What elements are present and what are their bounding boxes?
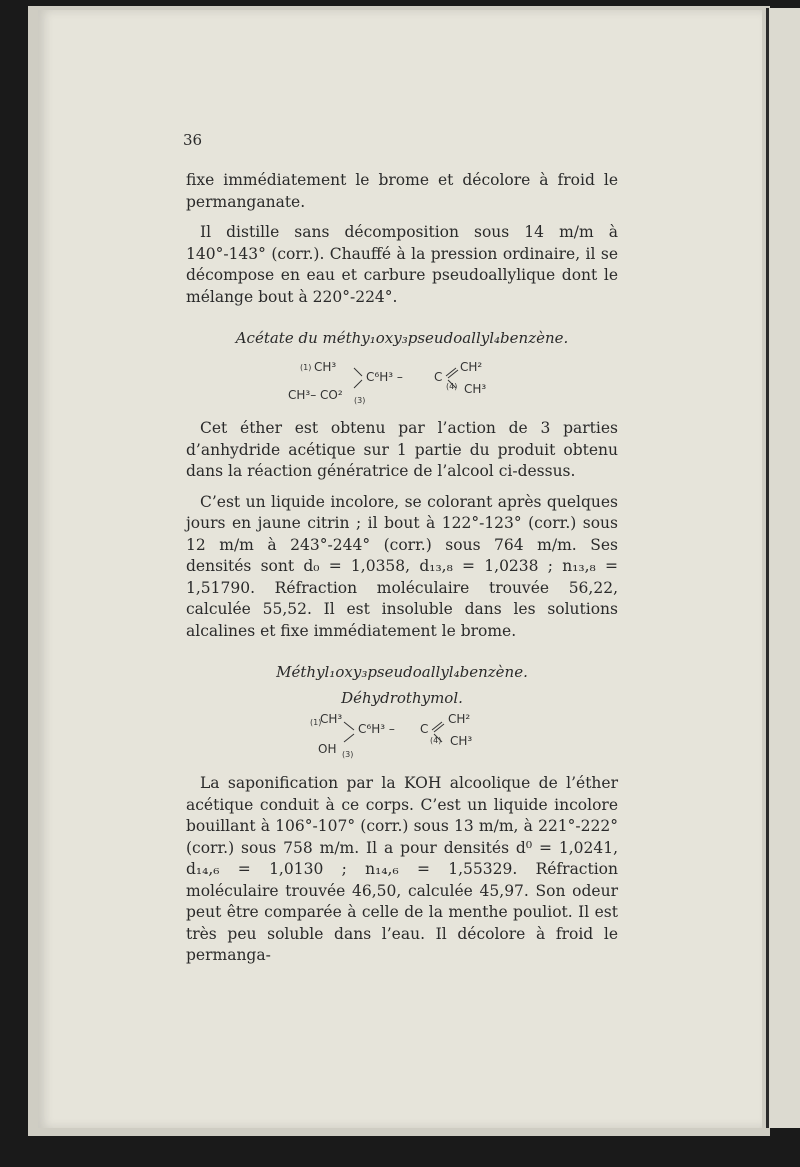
methyl-group-2: CH³ <box>320 712 343 726</box>
paragraph-5: La saponification par la KOH alcoolique de l’éther acétique conduit à ce corps. C’est un liquide incolore bouillant à 106°-107° (corr.) sous 13 m/m, à 221°-222° (corr.) sous 758 m/m. Il a pour densités d⁰ = 1,0241, d₁₄,₆ = 1,0130 ; n₁₄,₆ = 1,55329. Réfraction moléculaire trouvée 46,50, calculée 45,97. Son odeur peut être comparée à celle de la menthe pouliot. Il est très peu soluble dans l’eau. Il décolore à froid le permanga- <box>186 774 618 964</box>
methylene-group-2: CH² <box>448 712 471 726</box>
structural-formula-dehydrothymol <box>312 712 512 762</box>
position-label-1: (1) <box>300 363 312 372</box>
compound-heading-methyl: Méthyl₁oxy₃pseudoallyl₄benzène. <box>276 663 528 681</box>
carbon-atom: C <box>434 370 443 384</box>
benzene-ring-group: C⁶H³ – <box>366 370 403 384</box>
methyl-group-b: CH³ <box>464 382 487 396</box>
position-label-1-b: (1) <box>310 718 322 727</box>
structural-formula-acetate <box>288 360 526 414</box>
adjacent-page-edge <box>766 8 800 1128</box>
paragraph-1: fixe immédiatement le brome et décolore à froid le permanganate. <box>186 171 618 211</box>
compound-heading-dehydrothymol: Déhydrothymol. <box>341 688 463 707</box>
page-number: 36 <box>183 131 203 149</box>
position-label-4: (4) <box>446 382 458 391</box>
methylene-group: CH² <box>460 360 483 374</box>
carbon-atom-2: C <box>420 722 429 736</box>
page-text-2 <box>186 418 618 709</box>
paragraph-2: Il distille sans décomposition sous 14 m/m à 140°-143° (corr.). Chauffé à la pression ordinaire, il se décompose en eau et carbure pseudoallylique dont le mélange bout à 220°-224°. <box>186 223 618 306</box>
methyl-group-2b: CH³ <box>450 734 473 748</box>
methyl-group: CH³ <box>314 360 337 374</box>
position-label-3-b: (3) <box>342 750 354 759</box>
paragraph-3: Cet éther est obtenu par l’action de 3 parties d’anhydride acétique sur 1 partie du produit obtenu dans la réaction génératrice de l’alcool ci-dessus. <box>186 419 618 480</box>
page-text-3 <box>186 773 618 967</box>
page-text <box>186 170 618 350</box>
hydroxyl-group: OH <box>318 742 337 756</box>
acetate-group: CH³– CO² <box>288 388 343 402</box>
position-label-3: (3) <box>354 396 366 405</box>
position-label-4-b: (4) <box>430 736 442 745</box>
compound-heading-acetate: Acétate du méthy₁oxy₃pseudoallyl₄benzène. <box>235 329 569 347</box>
benzene-ring-group-2: C⁶H³ – <box>358 722 395 736</box>
paragraph-4: C’est un liquide incolore, se colorant après quelques jours en jaune citrin ; il bout à 122°-123° (corr.) sous 12 m/m à 243°-244° (corr.) sous 764 m/m. Ses densités sont d₀ = 1,0358, d₁₃,₈ = 1,0238 ; n₁₃,₈ = 1,51790. Réfraction moléculaire trouvée 56,22, calculée 55,52. Il est insoluble dans les solutions alcalines et fixe immédiatement le brome. <box>186 492 618 640</box>
